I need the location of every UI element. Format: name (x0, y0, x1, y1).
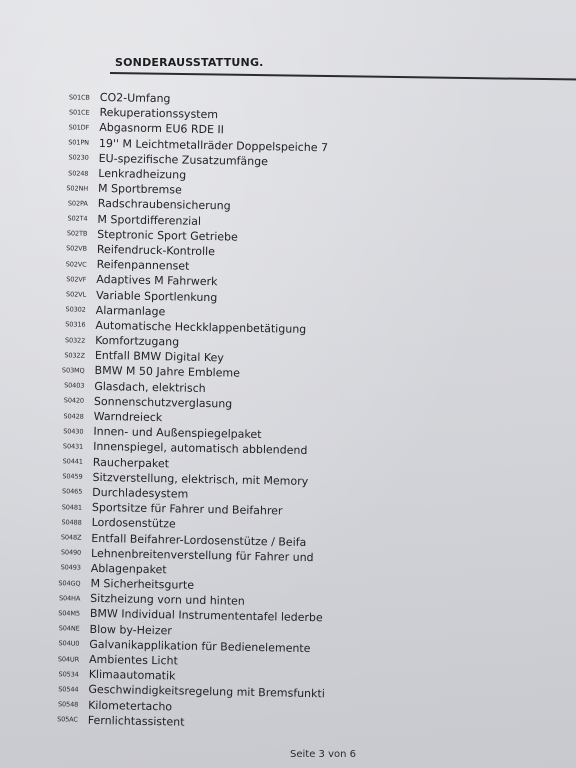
option-code: S01CB (68, 92, 90, 102)
option-code: S01CE (68, 108, 90, 117)
option-description: M Sportbremse (97, 182, 182, 197)
option-description: Entfall BMW Digital Key (94, 349, 224, 365)
option-description: Innen- und Außenspiegelpaket (93, 425, 262, 442)
option-code: S0403 (64, 381, 85, 390)
option-description: Klimaautomatik (88, 668, 176, 683)
option-code: S02VB (66, 244, 87, 254)
option-code: S02PA (67, 199, 88, 208)
option-description: Sportsitze für Fahrer und Beifahrer (91, 501, 283, 518)
option-description: Steptronic Sport Getriebe (97, 227, 238, 244)
option-code: S02TB (66, 229, 88, 238)
option-description: Durchladesystem (92, 485, 189, 501)
option-code: S02VF (66, 275, 87, 284)
option-description: Innenspiegel, automatisch abblendend (93, 440, 308, 458)
option-code: S0544 (58, 685, 79, 694)
option-description: Ambientes Licht (88, 652, 179, 668)
option-description: M Sportdifferenzial (97, 212, 202, 228)
option-description: Radschraubensicherung (97, 197, 231, 213)
equipment-list (0, 88, 576, 737)
option-description: Glasdach, elektrisch (94, 379, 206, 395)
option-code: S01DF (68, 123, 90, 132)
option-code: S0431 (62, 442, 84, 451)
option-code: S04NE (58, 624, 80, 633)
option-code: S02VC (65, 259, 87, 269)
header-divider (110, 72, 576, 81)
option-description: Blow by-Heizer (89, 622, 173, 638)
option-code: S0420 (63, 396, 85, 406)
option-description: Raucherpaket (92, 455, 170, 470)
option-code: S0230 (68, 153, 89, 163)
option-description: Rekuperationssystem (99, 106, 219, 122)
option-code: S0548 (57, 700, 79, 709)
option-description: 19'' M Leichtmetallräder Doppelspeiche 7 (98, 136, 329, 154)
option-code: S048Z (60, 533, 82, 542)
option-code: S04HA (58, 594, 81, 603)
page-title: SONDERAUSSTATTUNG. (115, 56, 264, 69)
option-description: M Sicherheitsgurte (90, 576, 195, 592)
page-number: Seite 3 von 6 (290, 749, 356, 760)
option-description: Warndreieck (93, 409, 163, 425)
option-code: S04GQ (58, 578, 81, 588)
option-description: Reifenpannenset (96, 258, 190, 273)
option-description: Variable Sportlenkung (95, 288, 218, 304)
option-description: Lenkradheizung (98, 166, 187, 182)
option-description: Geschwindigkeitsregelung mit Bremsfunkti (88, 683, 325, 701)
option-code: S0488 (61, 518, 82, 527)
option-description: Alarmanlage (95, 303, 166, 318)
option-code: S0493 (60, 563, 81, 573)
option-description: Abgasnorm EU6 RDE II (99, 121, 225, 137)
option-description: Automatische Heckklappenbetätigung (95, 318, 307, 336)
option-code: S03MQ (61, 366, 85, 375)
option-description: Sitzverstellung, elektrisch, mit Memory (92, 470, 309, 488)
option-code: S05AC (57, 715, 78, 724)
option-code: S0430 (63, 426, 84, 436)
option-description: Kilometertacho (88, 698, 173, 714)
option-description: Fernlichtassistent (87, 713, 185, 729)
option-code: S0248 (68, 168, 89, 178)
option-description: Lehnenbreitenverstellung für Fahrer und (90, 546, 314, 564)
option-code: S0441 (62, 457, 83, 466)
option-description: Entfall Beifahrer-Lordosenstütze / Beifa (91, 531, 307, 549)
option-description: CO2-Umfang (99, 91, 171, 106)
option-code: S04U0 (58, 639, 80, 648)
option-description: Lordosenstütze (91, 516, 176, 531)
option-code: S04UR (57, 654, 80, 664)
option-code: S0481 (61, 502, 83, 512)
option-code: S0322 (64, 335, 86, 345)
option-code: S02VL (66, 290, 87, 299)
option-description: Sonnenschutzverglasung (93, 394, 233, 411)
option-code: S0490 (60, 548, 82, 557)
option-code: S04M5 (58, 609, 81, 618)
option-code: S0465 (62, 487, 83, 497)
option-code: S0316 (65, 320, 86, 330)
option-code: S032Z (64, 351, 85, 360)
option-code: S0459 (62, 472, 83, 481)
option-code: S0534 (58, 669, 79, 679)
option-code: S01PN (68, 138, 90, 147)
option-description: Galvanikapplikation für Bedienelemente (89, 637, 311, 655)
option-description: Komfortzugang (95, 333, 180, 349)
option-description: Sitzheizung vorn und hinten (90, 592, 245, 609)
option-code: S0302 (65, 305, 86, 314)
option-code: S02NH (66, 184, 89, 193)
option-description: EU-spezifische Zusatzumfänge (98, 151, 269, 169)
option-description: Adaptives M Fahrwerk (96, 273, 218, 289)
option-description: Reifendruck-Kontrolle (96, 242, 216, 259)
option-description: Ablagenpaket (90, 561, 167, 577)
option-code: S0428 (63, 411, 84, 421)
option-description: BMW Individual Instrumententafel lederbe (89, 607, 323, 625)
option-code: S02T4 (67, 214, 88, 223)
option-description: BMW M 50 Jahre Embleme (94, 364, 241, 381)
